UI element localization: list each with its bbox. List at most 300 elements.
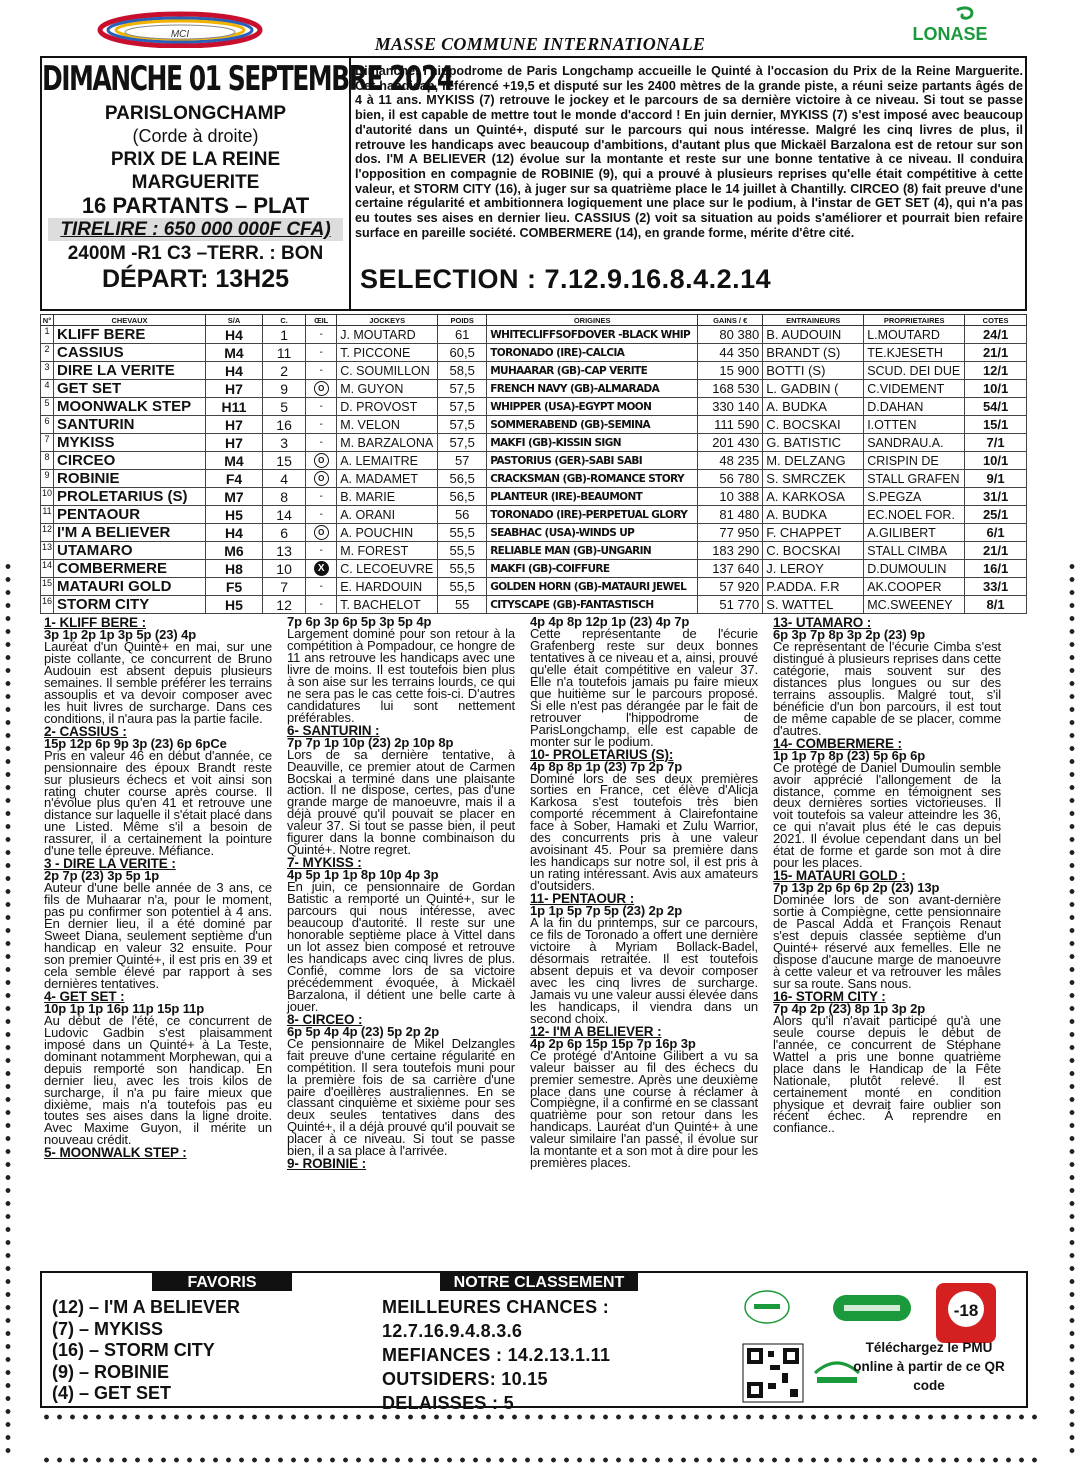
recent-form: 7p 13p 2p 6p 6p 2p (23) 13p: [773, 880, 940, 896]
earnings: 201 430: [698, 434, 763, 452]
race-venue: PARISLONGCHAMP: [104, 103, 287, 124]
favori-item: (7) – MYKISS: [52, 1318, 164, 1339]
eye-gear: -: [306, 488, 337, 506]
sex-age: H7: [206, 380, 263, 398]
owner: D.DUMOULIN: [864, 560, 965, 578]
odds: 9/1: [965, 470, 1027, 488]
race-date: DIMANCHE 01 SEPTEMBRE 2024: [42, 58, 453, 98]
origins: TORONADO (IRE)-CALCIA: [487, 344, 698, 362]
dotted-border-bottom: [40, 1456, 1040, 1464]
runner-number: 1: [41, 326, 54, 344]
eye-gear: -: [306, 542, 337, 560]
runners-body: [41, 326, 1027, 614]
favoris-list: [52, 1297, 240, 1405]
odds: 10/1: [965, 452, 1027, 470]
runner-number: 4: [41, 380, 54, 398]
sex-age: F5: [206, 578, 263, 596]
recent-form: 7p 6p 3p 6p 5p 3p 5p 4p: [287, 614, 432, 629]
owner: S.PEGZA: [864, 488, 965, 506]
owner: D.DAHAN: [864, 398, 965, 416]
runner-heading: 13- UTAMARO :: [773, 615, 872, 630]
runner-number: 7: [41, 434, 54, 452]
blinkers-icon: O: [314, 453, 329, 468]
table-row: [41, 452, 1027, 470]
lonase-logo: [905, 6, 995, 46]
recent-form: 6p 5p 4p 4p (23) 5p 2p 2p: [287, 1023, 440, 1039]
favori-item: (12) – I'M A BELIEVER: [52, 1297, 240, 1317]
draw: 13: [263, 542, 306, 560]
recent-form: 3p 1p 2p 1p 3p 5p (23) 4p: [44, 627, 197, 642]
origins: MAKFI (GB)-KISSIN SIGN: [487, 434, 698, 452]
jockey: A. MADAMET: [337, 470, 438, 488]
owner: MC.SWEENEY: [864, 596, 965, 614]
favori-item: (9) – ROBINIE: [52, 1361, 170, 1382]
runner-number: 16: [41, 596, 54, 614]
recent-form: 10p 1p 1p 16p 11p 15p 11p: [44, 1000, 205, 1016]
eye-gear: -: [306, 344, 337, 362]
runner-comment: Alors qu'il n'avait participé qu'à une seule course depuis le début de l'année, ce concurrent de Stéphane Wattel a pris une bonne quatrième place dans le Handicap de la Fête Nationale, plutôt relevé. Il est certainement monté en condition physique et devrait faire oublier son récent échec. À reprendre en confiance..: [773, 1012, 1001, 1136]
jockey: A. ORANI: [337, 506, 438, 524]
runner-number: 9: [41, 470, 54, 488]
owner: L.MOUTARD: [864, 326, 965, 344]
recent-form: 1p 1p 5p 7p 5p (23) 2p 2p: [530, 903, 683, 919]
owner: I.OTTEN: [864, 416, 965, 434]
depart-time: DÉPART: 13H25: [101, 265, 290, 293]
weight: 55,5: [438, 578, 487, 596]
earnings: 81 480: [698, 506, 763, 524]
jockey: A. POUCHIN: [337, 524, 438, 542]
sex-age: H11: [206, 398, 263, 416]
weight: 60,5: [438, 344, 487, 362]
draw: 4: [263, 470, 306, 488]
origins: WHITECLIFFSOFDOVER -BLACK WHIP: [487, 326, 698, 344]
recent-form: 4p 4p 8p 12p 1p (23) 4p 7p: [530, 614, 690, 629]
runner-heading: 9- ROBINIE :: [287, 1156, 367, 1172]
weight: 55: [438, 596, 487, 614]
eye-gear: -: [306, 434, 337, 452]
commentary-column-2: [287, 616, 515, 1170]
origins: WHIPPER (USA)-EGYPT MOON: [487, 398, 698, 416]
table-row: [41, 542, 1027, 560]
runner-heading: 5- MOONWALK STEP :: [44, 1145, 187, 1161]
jockey: C. SOUMILLON: [337, 362, 438, 380]
horse-name: PROLETARIUS (S): [54, 488, 206, 506]
odds: 12/1: [965, 362, 1027, 380]
draw: 2: [263, 362, 306, 380]
origins: MUHAARAR (GB)-CAP VERITE: [487, 362, 698, 380]
outsiders: OUTSIDERS: 10.15: [382, 1369, 548, 1389]
horse-name: PENTAOUR: [54, 506, 206, 524]
jockey: E. HARDOUIN: [337, 578, 438, 596]
race-description: Dimanche, l'hippodrome de Paris Longchamp accueille le Quinté à l'occasion du Prix de la Reine Marguerite. Cet handicap, référencé +19,5 et disputé sur les 2400 mètres de la grande piste, a réuni seize partants âgés de 4 à 11 ans. MYKISS (7) retrouve le jockey et le parcours de sa dernière victoire à ce niveau. Si tout se passe bien, il est capable de mettre tout le monde d'accord ! En juin dernier, MYKISS (7) s'est imposé avec beaucoup d'autorité dans un Quinté+, disputé sur le parcours qui nous intéresse. Malgré les cinq livres de plus, il retrouve les handicaps avec beaucoup d'ambitions, d'autant plus que Mickaël Barzalona est de retour sur son dos. I'M A BELIEVER (12) évolue sur la montante et reste sur une bonne tentative à ce niveau. Il conduira l'opposition en compagnie de ROBINIE (9), qui a prouvé à plusieurs reprises qu'elle était compétitive à cette valeur, et STORM CITY (16), à juger sur sa quatrième place le 14 juillet à Chantilly. CIRCEO (8) fait preuve d'une certaine régularité et ambitionnera logiquement une place sur le podium, à l'instar de GET SET (4), qui n'a pas eu toutes ses aises en dernier lieu. CASSIUS (2) voit sa situation au poids s'améliorer et pourrait bien refaire surface en pareille société. COMBERMERE (14), en grande forme, mérite d'être cité.: [355, 64, 1023, 240]
mci-logo-text: MCI: [170, 29, 190, 40]
draw: 6: [263, 524, 306, 542]
sex-age: H7: [206, 434, 263, 452]
col-header: S/A: [206, 315, 263, 326]
runner-comment: Au début de l'été, ce concurrent de Ludovic Gadbin s'est plaisamment imposé dans un Quinté+ à La Teste, dominant notamment Morphewan, qui a depuis remporté son handicap. En dernier lieu, avec les trois kilos de surcharge, il n'a pu faire mieux que dixième, mais n'a toutefois pas eu toutes ses aises dans la ligne droite. Avec Maxime Guyon, il mérite un nouveau crédit.: [44, 1012, 272, 1148]
earnings: 183 290: [698, 542, 763, 560]
draw: 8: [263, 488, 306, 506]
jockey: B. MARIE: [337, 488, 438, 506]
tirelire: TIRELIRE : 650 000 000F CFA): [48, 218, 343, 241]
runner-number: 6: [41, 416, 54, 434]
sex-age: M7: [206, 488, 263, 506]
col-header: N°: [41, 315, 54, 326]
trainer: F. CHAPPET: [763, 524, 864, 542]
runner-number: 13: [41, 542, 54, 560]
runner-comment: Largement dominé pour son retour à la compétition à Pompadour, ce hongre de 11 ans retrouve les handicaps avec une livre de moins. Il est toutefois bien plus à son aise sur les terrains lourds, ce qui ne sera pas le cas cette fois-ci. D'autres candidatures lui sont nettement préférables.: [287, 626, 515, 725]
odds: 54/1: [965, 398, 1027, 416]
trainer: J. LEROY: [763, 560, 864, 578]
mefiances: MEFIANCES : 14.2.13.1.11: [382, 1345, 611, 1365]
trainer: C. BOCSKAI: [763, 542, 864, 560]
col-header: JOCKEYS: [337, 315, 438, 326]
runner-comment: Ce représentant de l'écurie Cimba s'est distingué à plusieurs reprises dans cette catégorie, mais souvent sur des distances plus longues ou sur des terrains assouplis. Malgré tout, s'il bénéficie d'un bon parcours, il est tout de même capable de se placer, comme d'autres.: [773, 639, 1001, 738]
runner-comment: Pris en valeur 46 en début d'année, ce pensionnaire des époux Brandt reste sur plusieurs échecs et voit ainsi son rating chuter course après course. Il n'évolue plus qu'en 41 et retrouve une distance sur laquelle il s'était placé dans une Listed. Même s'il a besoin de rassurer, il a certainement la pointure d'une telle épreuve. Méfiance.: [44, 747, 272, 859]
recent-form: 1p 1p 7p 8p (23) 5p 6p 6p: [773, 747, 926, 763]
trainer: L. GADBIN (: [763, 380, 864, 398]
weight: 57,5: [438, 434, 487, 452]
earnings: 111 590: [698, 416, 763, 434]
horse-name: DIRE LA VERITE: [54, 362, 206, 380]
runner-number: 8: [41, 452, 54, 470]
commentary-section: [44, 616, 1000, 1266]
eye-gear: -: [306, 506, 337, 524]
eye-gear: [306, 524, 337, 542]
owner: STALL CIMBA: [864, 542, 965, 560]
draw: 15: [263, 452, 306, 470]
table-row: [41, 362, 1027, 380]
earnings: 56 780: [698, 470, 763, 488]
weight: 55,5: [438, 560, 487, 578]
jockey: T. BACHELOT: [337, 596, 438, 614]
col-header: C.: [263, 315, 306, 326]
commentary-column-1: [44, 616, 272, 1159]
jockey: M. FOREST: [337, 542, 438, 560]
weight: 57,5: [438, 398, 487, 416]
eye-gear: [306, 452, 337, 470]
owner: STALL GRAFEN: [864, 470, 965, 488]
eye-gear: -: [306, 362, 337, 380]
owner: C.VIDEMENT: [864, 380, 965, 398]
odds: 15/1: [965, 416, 1027, 434]
page-title: MASSE COMMUNE INTERNATIONALE: [374, 34, 706, 54]
runner-comment: Auteur d'une belle année de 3 ans, ce fils de Muhaarar n'a, pour le moment, pas pu confirmer son potentiel à 4 ans. En dernier lieu, il a été dominé par Sweet Diana, seulement septième d'un handicap en valeur 32 ensuite. Pour son premier Quinté+, il est pris en 39 et cela semble élevé par rapport à ses dernières tentatives.: [44, 880, 272, 991]
runner-heading: 8- CIRCEO :: [287, 1011, 363, 1027]
table-row: [41, 380, 1027, 398]
weight: 57,5: [438, 416, 487, 434]
draw: 11: [263, 344, 306, 362]
draw: 9: [263, 380, 306, 398]
hotline-badge-icon: [832, 1293, 912, 1323]
eye-gear: -: [306, 398, 337, 416]
runner-number: 15: [41, 578, 54, 596]
table-row: [41, 506, 1027, 524]
trainer: S. SMRCZEK: [763, 470, 864, 488]
runner-heading: 11- PENTAOUR :: [530, 891, 635, 907]
odds: 21/1: [965, 542, 1027, 560]
origins: TORONADO (IRE)-PERPETUAL GLORY: [487, 506, 698, 524]
weight: 55,5: [438, 542, 487, 560]
mci-logo: [95, 8, 265, 48]
runner-comment: Dominé lors de ses deux premières sorties en France, cet élève d'Alicja Karkosa s'est toutefois très bien comporté récemment à Clairefontaine face à Sober, Hamaki et Zulu Warrior, des concurrents pris à une valeur avoisinant 45. Pour sa première dans les handicaps sur notre sol, il est pris à un rating intéressant. Avis aux amateurs d'outsiders.: [530, 770, 758, 894]
lonase-logo-text: LONASE: [912, 24, 988, 44]
trainer: A. BUDKA: [763, 398, 864, 416]
sex-age: M6: [206, 542, 263, 560]
favori-item: (4) – GET SET: [52, 1383, 172, 1403]
eye-gear: -: [306, 578, 337, 596]
weight: 57: [438, 452, 487, 470]
weight: 56: [438, 506, 487, 524]
runner-comment: Lauréat d'un Quinté+ en mai, sur une piste collante, ce concurrent de Bruno Audouin est absent depuis plusieurs semaines. Il semble préférer les terrains assouplis et va devoir composer avec les huit livres de surcharge. Dans ces conditions, il n'aura pas la partie facile.: [44, 639, 272, 726]
recent-form: 7p 4p 2p (23) 8p 1p 3p 2p: [773, 1000, 926, 1016]
trainer: S. WATTEL: [763, 596, 864, 614]
earnings: 57 920: [698, 578, 763, 596]
runner-heading: 3 - DIRE LA VERITE :: [44, 856, 176, 872]
horse-name: CIRCEO: [54, 452, 206, 470]
dotted-border-left: [4, 560, 12, 1460]
classement-list: [382, 1295, 610, 1415]
commentary-column-3: [530, 616, 758, 1169]
earnings: 10 388: [698, 488, 763, 506]
draw: 7: [263, 578, 306, 596]
runner-number: 12: [41, 524, 54, 542]
sex-age: F4: [206, 470, 263, 488]
col-header: ENTRAINEURS: [763, 315, 864, 326]
runner-heading: 16- STORM CITY :: [773, 988, 886, 1004]
weight: 57,5: [438, 380, 487, 398]
table-row: [41, 326, 1027, 344]
table-row: [41, 578, 1027, 596]
draw: 3: [263, 434, 306, 452]
sex-age: H8: [206, 560, 263, 578]
origins: CRACKSMAN (GB)-ROMANCE STORY: [487, 470, 698, 488]
odds: 6/1: [965, 524, 1027, 542]
draw: 1: [263, 326, 306, 344]
sex-age: M4: [206, 452, 263, 470]
runners-table: [40, 314, 1027, 614]
horse-name: MYKISS: [54, 434, 206, 452]
trainer: A. KARKOSA: [763, 488, 864, 506]
table-header-row: [41, 315, 1027, 326]
qr-code-icon[interactable]: [742, 1343, 804, 1403]
sex-age: M4: [206, 344, 263, 362]
sex-age: H4: [206, 362, 263, 380]
runner-number: 5: [41, 398, 54, 416]
horse-name: STORM CITY: [54, 596, 206, 614]
runner-comment: Cette représentante de l'écurie Grafenberg reste sur deux bonnes tentatives à ce niveau et a, ainsi, prouvé qu'elle était compétitive en valeur 37. Elle n'a toutefois jamais pu faire mieux que huitième sur le parcours proposé. Si elle n'est pas dérangée par le fait de retrouver l'hippodrome de ParisLongchamp, elle est capable de monter sur le podium.: [530, 626, 758, 749]
horse-name: CASSIUS: [54, 344, 206, 362]
odds: 24/1: [965, 326, 1027, 344]
runner-comment: Ce pensionnaire de Mikel Delzangles fait preuve d'une certaine régularité en compétition. Il sera toutefois muni pour la première fois de sa carrière d'une paire d'oeillères australiennes. En se classant cinquième et sixième pour ses deux seules tentatives dans des Quinté+, il a déjà prouvé qu'il pouvait se placer à ce niveau. Si tout se passe bien, il a sa place à l'arrivée.: [287, 1035, 515, 1159]
trainer: M. DELZANG: [763, 452, 864, 470]
race-type: 16 PARTANTS – PLAT: [81, 193, 310, 218]
jockey: C. LECOEUVRE: [337, 560, 438, 578]
runner-comment: Dominée lors de son avant-dernière sortie à Compiègne, cette pensionnaire de Pascal Adda et François Renaut s'est depuis classée septième d'un Quinté+ réservé aux femelles. Elle ne dispose d'aucune marge de manoeuvre à cette valeur et va retrouver les mâles sur sa route. Sans nous.: [773, 892, 1001, 991]
prize-name-line1: PRIX DE LA REINE: [110, 149, 281, 170]
horse-name: GET SET: [54, 380, 206, 398]
table-row: [41, 596, 1027, 614]
weight: 58,5: [438, 362, 487, 380]
recent-form: 7p 7p 1p 10p (23) 2p 10p 8p: [287, 734, 454, 750]
sex-age: H5: [206, 596, 263, 614]
runner-heading: 6- SANTURIN :: [287, 722, 380, 738]
runner-heading: 4- GET SET :: [44, 988, 125, 1004]
origins: GOLDEN HORN (GB)-MATAURI JEWEL: [487, 578, 698, 596]
trainer: BOTTI (S): [763, 362, 864, 380]
draw: 12: [263, 596, 306, 614]
eye-gear: [306, 380, 337, 398]
blinkers-icon: O: [314, 471, 329, 486]
recent-form: 6p 3p 7p 8p 3p 2p (23) 9p: [773, 627, 926, 642]
odds: 7/1: [965, 434, 1027, 452]
origins: PASTORIUS (GER)-SABI SABI: [487, 452, 698, 470]
delaisses: DELAISSES : 5: [382, 1393, 514, 1413]
race-info-panel: [42, 58, 453, 309]
origins: SOMMERABEND (GB)-SEMINA: [487, 416, 698, 434]
table-row: [41, 524, 1027, 542]
odds: 10/1: [965, 380, 1027, 398]
origins: MAKFI (GB)-COIFFURE: [487, 560, 698, 578]
weight: 56,5: [438, 470, 487, 488]
jockey: T. PICCONE: [337, 344, 438, 362]
runner-heading: 10- PROLETARIUS (S):: [530, 746, 674, 762]
owner: SCUD. DEI DUE: [864, 362, 965, 380]
col-header: CHEVAUX: [54, 315, 206, 326]
earnings: 80 380: [698, 326, 763, 344]
meilleures-label: MEILLEURES CHANCES :: [382, 1297, 610, 1317]
trainer: P.ADDA. F.R: [763, 578, 864, 596]
pmu-download-text: Téléchargez le PMU online à partir de ce QR code: [853, 1340, 1005, 1393]
jockey: A. LEMAITRE: [337, 452, 438, 470]
runner-number: 3: [41, 362, 54, 380]
trainer: B. AUDOUIN: [763, 326, 864, 344]
table-row: [41, 398, 1027, 416]
race-header: [40, 56, 1027, 311]
earnings: 51 770: [698, 596, 763, 614]
weight: 55,5: [438, 524, 487, 542]
runner-comment: A la fin du printemps, sur ce parcours, ce fils de Toronado a offert une dernière victoire à Myriam Bollack-Badel, désormais retraitée. Il est toutefois absent depuis et va devoir composer avec les cinq livres de surcharge. Jamais vu une valeur aussi élevée dans les handicaps, il viendra dans un second choix.: [530, 915, 758, 1026]
odds: 31/1: [965, 488, 1027, 506]
draw: 14: [263, 506, 306, 524]
owner: SANDRAU.A.: [864, 434, 965, 452]
eye-gear: [306, 560, 337, 578]
owner: A.GILIBERT: [864, 524, 965, 542]
horse-name: I'M A BELIEVER: [54, 524, 206, 542]
runner-number: 11: [41, 506, 54, 524]
responsible-gaming-icon: [742, 1287, 792, 1327]
horse-name: SANTURIN: [54, 416, 206, 434]
draw: 16: [263, 416, 306, 434]
col-header: GAINS / €: [698, 315, 763, 326]
sex-age: H4: [206, 524, 263, 542]
owner: EC.NOEL FOR.: [864, 506, 965, 524]
rope-side: (Corde à droite): [132, 126, 259, 146]
trainer: G. BATISTIC: [763, 434, 864, 452]
runner-number: 14: [41, 560, 54, 578]
runner-comment: Ce protégé de Daniel Dumoulin semble avoir apprécié l'allongement de la distance, comme en témoignent ses deux dernières sorties victorieuses. Il voit toutefois sa valeur atteindre les 36, ce qui n'avait plus été le cas depuis 2021. Il évolue cependant dans un bel état de forme et garde son mot à dire pour les places.: [773, 759, 1001, 871]
horse-name: ROBINIE: [54, 470, 206, 488]
earnings: 77 950: [698, 524, 763, 542]
odds: 8/1: [965, 596, 1027, 614]
classement-title: NOTRE CLASSEMENT: [440, 1273, 638, 1291]
earnings: 44 350: [698, 344, 763, 362]
owner: CRISPIN DE: [864, 452, 965, 470]
selection: SELECTION : 7.12.9.16.8.4.2.14: [360, 264, 772, 294]
recent-form: 15p 12p 6p 9p 3p (23) 6p 6pCe: [44, 735, 227, 751]
runner-comment: Ce protégé d'Antoine Gilibert a vu sa valeur baisser au fil des échecs du premier semestre. Après une deuxième place dans une course à réclamer à Compiègne, il a confirmé en se classant quatrième pour son retour dans les handicaps. Lauréat d'un Quinté+ à une valeur similaire l'an passé, il évolue sur la montante et a son mot à dire pour les premières places.: [530, 1047, 758, 1171]
recent-form: 4p 2p 6p 15p 15p 7p 16p 3p: [530, 1035, 696, 1051]
blinkers-icon: O: [314, 381, 329, 396]
col-header: ŒIL: [306, 315, 337, 326]
origins: CITYSCAPE (GB)-FANTASTISCH: [487, 596, 698, 614]
draw: 10: [263, 560, 306, 578]
weight: 56,5: [438, 488, 487, 506]
runner-heading: 12- I'M A BELIEVER :: [530, 1023, 662, 1039]
runner-comment: En juin, ce pensionnaire de Gordan Batistic a remporté un Quinté+, sur le parcours qui nous intéresse, avec beaucoup d'autorité. Il reste sur une honorable septième place à Vittel dans un lot assez bien composé et retrouve les handicaps avec cinq livres de plus. Confié, comme lors de sa victoire précédemment évoquée, à Mickaël Barzalona, il détient une belle carte à jouer.: [287, 879, 515, 1014]
runner-heading: 14- COMBERMERE :: [773, 735, 902, 751]
horse-name: MATAURI GOLD: [54, 578, 206, 596]
odds: 33/1: [965, 578, 1027, 596]
col-header: COTES: [965, 315, 1027, 326]
recent-form: 2p 7p (23) 3p 5p 1p: [44, 868, 160, 884]
eye-gear: -: [306, 416, 337, 434]
trainer: C. BOCSKAI: [763, 416, 864, 434]
table-row: [41, 416, 1027, 434]
commentary-column-4: [773, 616, 1001, 1134]
jockey: D. PROVOST: [337, 398, 438, 416]
table-row: [41, 560, 1027, 578]
origins: FRENCH NAVY (GB)-ALMARADA: [487, 380, 698, 398]
eye-gear: -: [306, 596, 337, 614]
table-row: [41, 344, 1027, 362]
origins: PLANTEUR (IRE)-BEAUMONT: [487, 488, 698, 506]
dotted-border-right: [1068, 560, 1076, 1460]
eye-gear: [306, 470, 337, 488]
odds: 16/1: [965, 560, 1027, 578]
recent-form: 4p 5p 1p 1p 8p 10p 4p 3p: [287, 867, 439, 883]
runner-number: 2: [41, 344, 54, 362]
table-row: [41, 470, 1027, 488]
col-header: PROPRIETAIRES: [864, 315, 965, 326]
blinkers-icon: O: [314, 525, 329, 540]
race-details: 2400M -R1 C3 –TERR. : BON: [67, 243, 324, 264]
earnings: 168 530: [698, 380, 763, 398]
sex-age: H7: [206, 416, 263, 434]
earnings: 330 140: [698, 398, 763, 416]
earnings: 48 235: [698, 452, 763, 470]
runner-number: 10: [41, 488, 54, 506]
horse-name: MOONWALK STEP: [54, 398, 206, 416]
age-badge-text: -18: [953, 1301, 979, 1320]
favoris-title: FAVORIS: [152, 1273, 292, 1291]
jockey: M. BARZALONA: [337, 434, 438, 452]
earnings: 137 640: [698, 560, 763, 578]
horse-name: UTAMARO: [54, 542, 206, 560]
jockey: M. GUYON: [337, 380, 438, 398]
earnings: 15 900: [698, 362, 763, 380]
col-header: POIDS: [438, 315, 487, 326]
draw: 5: [263, 398, 306, 416]
prize-name-line2: MARGUERITE: [131, 172, 260, 193]
odds: 25/1: [965, 506, 1027, 524]
eye-gear: -: [306, 326, 337, 344]
table-row: [41, 434, 1027, 452]
col-header: ORIGINES: [487, 315, 698, 326]
horse-name: KLIFF BERE: [54, 326, 206, 344]
horse-name: COMBERMERE: [54, 560, 206, 578]
sex-age: H5: [206, 506, 263, 524]
